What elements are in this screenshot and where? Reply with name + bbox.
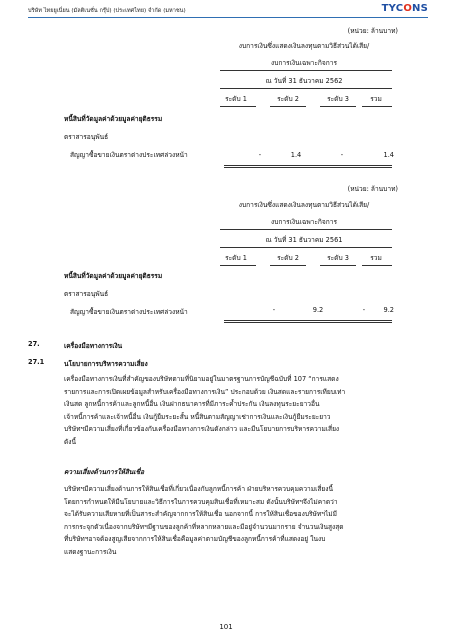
- row-label: สัญญาซื้อขายเงินตราต่างประเทศล่วงหน้า: [70, 308, 188, 316]
- risk-policy-paragraph: [64, 373, 424, 449]
- table-header-line1: งบการเงินซึ่งแสดงเงินลงทุนตามวิธีส่วนได้เสีย/: [238, 42, 370, 50]
- total-double-underline: [224, 165, 392, 168]
- paragraph-line: เจ้าหนี้การค้าและเจ้าหนี้อื่น เงินกู้ยืมระยะสั้น หนี้สินตามสัญญาเช่าการเงินและเงินกู้ยืมระยะยาว: [64, 412, 331, 421]
- paragraph-line: เงินสด ลูกหนี้การค้าและลูกหนี้อื่น เงินฝากธนาคารที่มีภาระค้ำประกัน เงินลงทุนระยะยาวอื่น: [64, 400, 320, 409]
- table-header-line1: งบการเงินซึ่งแสดงเงินลงทุนตามวิธีส่วนได้เสีย/: [238, 201, 370, 209]
- total-double-underline: [224, 320, 392, 323]
- note-title: เครื่องมือทางการเงิน: [64, 342, 123, 350]
- note-number: 27.: [28, 340, 40, 348]
- unit-label: (หน่วย: ล้านบาท): [347, 185, 398, 193]
- col-underline: [220, 106, 256, 107]
- company-name: บริษัท ไทยยูเนี่ยน (มัลติเนชั่น กรุ๊ป) (ประเทศไทย) จำกัด (มหาชน): [28, 8, 186, 14]
- col-level-1: ระดับ 1: [225, 95, 247, 103]
- paragraph-line: ที่บริษัทฯอาจต้องสูญเสียจากการให้สินเชื่อคือมูลค่าตามบัญชีของลูกหนี้การค้าที่แสดงอยู่ ในงบ: [64, 535, 326, 544]
- col-level-3: ระดับ 3: [327, 254, 349, 262]
- header-divider: [28, 17, 428, 18]
- table-date: ณ วันที่ 31 ธันวาคม 2562: [265, 77, 343, 85]
- paragraph-line: การกระจุกตัวเนื่องจากบริษัทฯมีฐานของลูกค้าที่หลากหลายและมีอยู่จำนวนมากราย จำนวนเงินสูงสุด: [64, 522, 344, 531]
- col-underline: [362, 265, 392, 266]
- paragraph-line: บริษัทฯมีความเสี่ยงด้านการให้สินเชื่อที่เกี่ยวเนื่องกับลูกหนี้การค้า ฝ่ายบริหารควบคุมความเสี่ยงนี้: [64, 485, 333, 493]
- paragraph-line: จะได้รับความเสียหายที่เป็นสาระสำคัญจากการให้สินเชื่อ นอกจากนี้ การให้สินเชื่อของบริษัทฯไม่มี: [64, 510, 337, 519]
- paragraph-line: บริษัทฯมีความเสี่ยงที่เกี่ยวข้องกับเครื่องมือทางการเงินดังกล่าว และมีนโยบายการบริหารความเสี่ยง: [64, 425, 340, 434]
- col-underline: [220, 265, 256, 266]
- paragraph-line: เครื่องมือทางการเงินที่สำคัญของบริษัทตามที่นิยามอยู่ในมาตรฐานการบัญชีฉบับที่ 107 “การแสดง: [64, 375, 339, 383]
- date-underline: [220, 247, 392, 248]
- cell-total: 1.4: [383, 151, 394, 159]
- unit-label: (หน่วย: ล้านบาท): [347, 27, 398, 35]
- date-underline: [220, 88, 392, 89]
- subnote-number: 27.1: [28, 358, 45, 366]
- table-header-line2: งบการเงินเฉพาะกิจการ: [270, 59, 338, 67]
- cell-level-2: 1.4: [290, 151, 302, 159]
- col-underline: [270, 106, 306, 107]
- table-header-line2: งบการเงินเฉพาะกิจการ: [270, 218, 338, 226]
- company-logo: [382, 3, 428, 14]
- cell-level-1: -: [272, 306, 276, 314]
- subsection-title: ตราสารอนุพันธ์: [64, 133, 109, 141]
- col-level-2: ระดับ 2: [277, 95, 299, 103]
- page-number: 101: [219, 623, 233, 631]
- credit-risk-paragraph: [64, 483, 424, 559]
- cell-level-3: -: [340, 151, 344, 159]
- row-label: สัญญาซื้อขายเงินตราต่างประเทศล่วงหน้า: [70, 151, 188, 159]
- cell-level-3: -: [362, 306, 366, 314]
- col-total: รวม: [370, 254, 382, 262]
- col-level-3: ระดับ 3: [327, 95, 349, 103]
- logo-text-right: NS: [412, 3, 428, 14]
- subsection-title: ตราสารอนุพันธ์: [64, 290, 109, 298]
- col-underline: [362, 106, 392, 107]
- table-date: ณ วันที่ 31 ธันวาคม 2561: [265, 236, 343, 244]
- paragraph-line: โดยการกำหนดให้มีนโยบายและวิธีการในการควบคุมสินเชื่อที่เหมาะสม ดังนั้นบริษัทฯจึงไม่คาดว่า: [64, 497, 338, 506]
- logo-text-left: TYC: [381, 3, 404, 14]
- paragraph-line: ดังนี้: [64, 437, 77, 446]
- col-underline: [320, 106, 356, 107]
- cell-level-1: -: [258, 151, 262, 159]
- header-underline: [220, 70, 392, 71]
- section-title: หนี้สินที่วัดมูลค่าด้วยมูลค่ายุติธรรม: [64, 272, 163, 280]
- cell-total: 9.2: [383, 306, 394, 314]
- credit-risk-heading: ความเสี่ยงด้านการให้สินเชื่อ: [64, 468, 145, 476]
- header-underline: [220, 229, 392, 230]
- cell-level-2: 9.2: [312, 306, 324, 314]
- logo-o: O: [403, 3, 413, 14]
- col-level-1: ระดับ 1: [225, 254, 247, 262]
- paragraph-line: รายการและการเปิดเผยข้อมูลสำหรับเครื่องมือทางการเงิน” ประกอบด้วย เงินสดและรายการเทียบเท่า: [64, 387, 346, 396]
- paragraph-line: แสดงฐานะการเงิน: [64, 547, 117, 556]
- col-underline: [320, 265, 356, 266]
- col-underline: [270, 265, 306, 266]
- col-total: รวม: [370, 95, 382, 103]
- subnote-title: นโยบายการบริหารความเสี่ยง: [64, 360, 148, 368]
- section-title: หนี้สินที่วัดมูลค่าด้วยมูลค่ายุติธรรม: [64, 115, 163, 123]
- col-level-2: ระดับ 2: [277, 254, 299, 262]
